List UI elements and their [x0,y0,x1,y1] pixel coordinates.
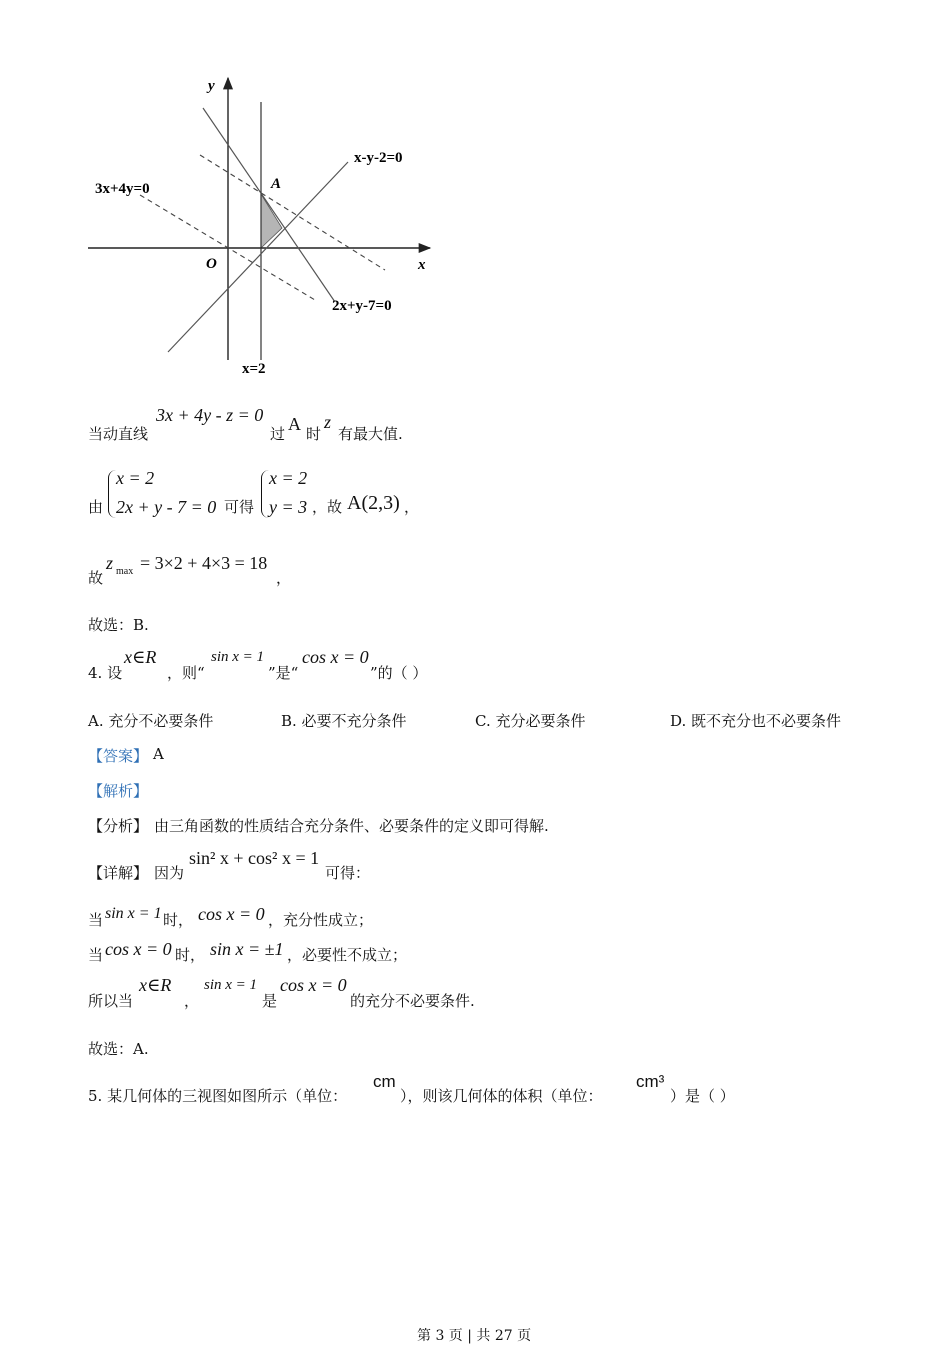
text: ”的（ ） [370,664,428,682]
math-b: sin x = 1 [204,977,258,993]
text: ， [276,569,292,587]
math-s1: sin x = 1 [211,649,265,665]
text: ，故 [312,498,343,516]
math-sys1-a: x = 2 [116,468,155,488]
text: ，必要性不成立； [287,946,408,964]
math-sys2-b: y = 3 [269,497,308,517]
math-sys1-b: 2x + y - 7 = 0 [116,497,217,517]
graph-label-y: y [208,78,215,94]
line-2x-plus-y [203,108,335,302]
graph-label-line-x2: x=2 [242,361,266,377]
math-sub: max [116,566,134,577]
option-c: C. 充分必要条件 [475,712,586,730]
text: 的充分不必要条件. [350,992,475,1010]
text: ，充分性成立； [268,911,374,929]
math-a: cos x = 0 [105,939,172,959]
text: 过 [270,425,286,443]
text: ，则“ [167,664,205,682]
math-eq: 3x + 4y - z = 0 [156,405,264,425]
text: 5. 某几何体的三视图如图所示（单位： [88,1087,348,1105]
choice-a: 故选：A. [88,1040,149,1058]
graph-label-line-xy: x-y-2=0 [354,150,403,166]
text: ， [184,992,200,1010]
text: 时， [163,911,194,929]
text: ”是“ [268,664,299,682]
text: 所以当 [88,992,134,1010]
math-b: sin x = ±1 [210,939,284,959]
text: ），则该几何体的体积（单位： [400,1087,603,1105]
math-sys2-a: x = 2 [269,468,308,488]
math-z: z [106,553,114,573]
line-x-minus-y [168,162,348,352]
text: ）是（ ） [670,1087,735,1105]
text: 因为 [154,864,185,882]
text: 时， [175,946,206,964]
answer-label: 【答案】 [88,747,149,765]
page-footer: 第 3 页 | 共 27 页 [417,1328,532,1344]
fenxi-text: 由三角函数的性质结合充分条件、必要条件的定义即可得解. [154,817,549,835]
text: 是 [262,992,278,1010]
fenxi-label: 【分析】 [88,817,149,835]
choice-b: 故选：B. [88,616,149,634]
option-d: D. 既不充分也不必要条件 [670,712,842,730]
coordinate-graph [80,70,450,380]
graph-label-A: A [271,176,282,192]
math-c: cos x = 0 [280,975,347,995]
answer-value: A [153,745,164,763]
math-point: A(2,3) [347,492,400,514]
math-a: x∈R [139,975,172,995]
q-number: 4. 设 [88,664,123,682]
math-a: sin x = 1 [105,905,162,922]
graph-label-origin: O [206,256,217,272]
option-a: A. 充分不必要条件 [88,712,214,730]
text: 可得： [325,864,371,882]
text: 当动直线 [88,425,149,443]
math-z: z [324,412,332,432]
math-s2: cos x = 0 [302,647,369,667]
graph-label-x: x [418,257,426,273]
math-A: A [288,414,301,434]
text: 故 [88,569,104,587]
analysis-label: 【解析】 [88,782,149,800]
math-eq: = 3×2 + 4×3 = 18 [140,553,268,573]
math-identity: sin² x + cos² x = 1 [189,848,320,868]
text: 可得 [224,498,255,516]
unit-cm: cm [373,1072,396,1091]
text: 当 [88,911,104,929]
graph-label-line-2xy7: 2x+y-7=0 [332,298,392,314]
option-b: B. 必要不充分条件 [281,712,407,730]
math-cond: x∈R [124,647,157,667]
math-b: cos x = 0 [198,904,265,924]
text: 时 [306,425,322,443]
text: ， [404,498,420,516]
text: 由 [88,498,104,516]
graph-label-line-3x4y: 3x+4y=0 [95,181,150,197]
detail-label: 【详解】 [88,864,149,882]
feasible-region [261,194,282,248]
text: 当 [88,946,104,964]
text: 有最大值. [338,425,403,443]
unit-cm3: cm³ [636,1072,665,1091]
